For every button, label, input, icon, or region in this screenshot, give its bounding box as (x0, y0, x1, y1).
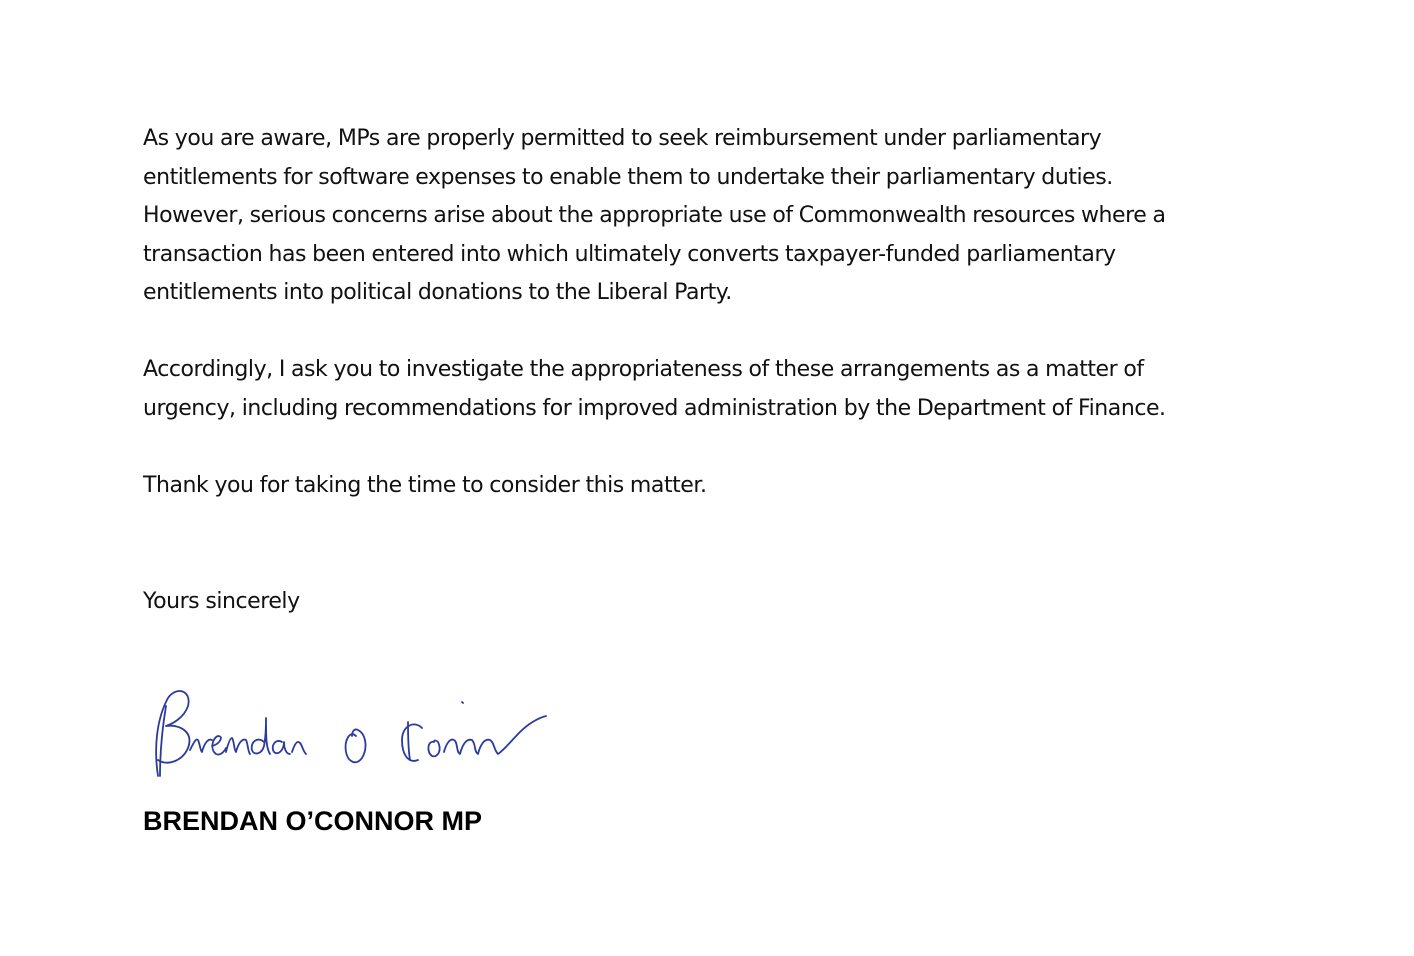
paragraph-line: Thank you for taking the time to consider this matter. (143, 473, 707, 498)
paragraph-line: entitlements into political donations to the Liberal Party. (143, 280, 732, 306)
paragraph-line: Accordingly, I ask you to investigate the appropriateness of these arrangements as a matter of (143, 357, 1144, 382)
signature-image (146, 680, 566, 790)
handwritten-signature (146, 680, 566, 790)
body-paragraph-2 (143, 351, 1166, 428)
paragraph-line: entitlements for software expenses to enable them to undertake their parliamentary duties. (143, 164, 1113, 190)
paragraph-line: As you are aware, MPs are properly permitted to seek reimbursement under parliamentary (143, 126, 1102, 151)
signatory-name: BRENDAN O’CONNOR MP (143, 806, 483, 836)
paragraph-line: transaction has been entered into which ultimately converts taxpayer-funded parliamentary (143, 241, 1116, 267)
body-paragraph-3 (143, 467, 707, 506)
paragraph-line: However, serious concerns arise about the appropriate use of Commonwealth resources where a (143, 203, 1166, 229)
body-paragraph-1 (143, 120, 1166, 313)
paragraph-line: urgency, including recommendations for improved administration by the Department of Finance. (143, 395, 1166, 421)
closing-salutation: Yours sincerely (143, 589, 300, 614)
